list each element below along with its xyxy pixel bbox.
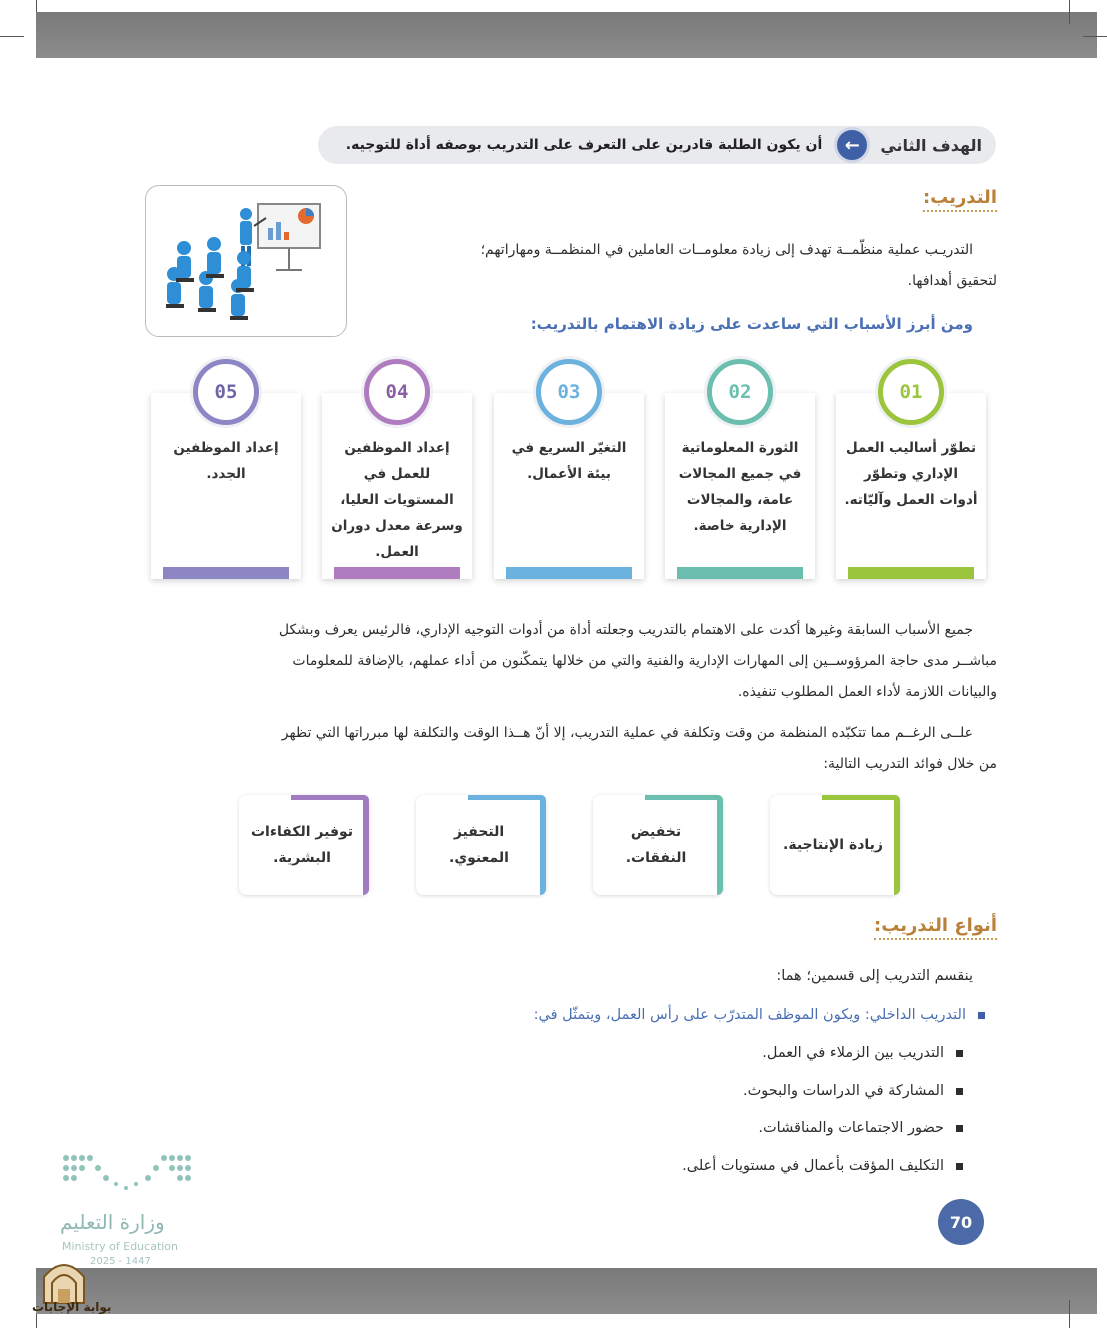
bullet-icon xyxy=(956,1088,963,1095)
internal-training-text: التدريب الداخلي: ويكون الموظف المتدرّب على رأس العمل، ويتمثّل في: xyxy=(533,1007,966,1023)
benefit-accent xyxy=(363,795,369,895)
benefit-accent xyxy=(717,795,723,895)
reason-number-badge: 01 xyxy=(878,359,944,425)
bullet-icon xyxy=(978,1012,985,1019)
types-heading: أنواع التدريب: xyxy=(874,915,997,940)
reason-number-badge: 03 xyxy=(536,359,602,425)
list-item xyxy=(762,1045,963,1061)
goal-text: أن يكون الطلبة قادرين على التعرف على التدريب بوصفه أداة للتوجيه. xyxy=(345,137,823,153)
reason-strip xyxy=(677,567,803,579)
benefit-accent xyxy=(894,795,900,895)
goal-label: الهدف الثاني xyxy=(880,135,982,155)
benefit-accent xyxy=(645,795,723,800)
benefit-text: زيادة الإنتاجية. xyxy=(783,837,883,853)
reason-strip xyxy=(334,567,460,579)
bullet-icon xyxy=(956,1163,963,1170)
internal-training-line xyxy=(534,1007,985,1023)
benefit-accent xyxy=(540,795,546,895)
ministry-year: 2025 - 1447 xyxy=(90,1256,151,1267)
reason-text: تطوّر أساليب العمل الإداري وتطوّر أدوات العمل وآليّاته. xyxy=(844,440,978,508)
crop-mark xyxy=(1083,36,1107,37)
summary-line5: من خلال فوائد التدريب التالية: xyxy=(823,756,997,772)
list-item-text: التكليف المؤقت بأعمال في مستويات أعلى. xyxy=(682,1158,944,1174)
reason-text: إعداد الموظفين للعمل في المستويات العليا، وسرعة معدل دوران العمل. xyxy=(331,440,463,560)
bullet-icon xyxy=(956,1125,963,1132)
benefit-accent xyxy=(822,795,900,800)
reason-strip xyxy=(506,567,632,579)
crop-mark xyxy=(36,1314,37,1328)
training-definition-line2: لتحقيق أهدافها. xyxy=(907,273,997,289)
reason-strip xyxy=(848,567,974,579)
page-number: 70 xyxy=(938,1199,984,1245)
summary-line3: والبيانات اللازمة لأداء العمل المطلوب تنفيذه. xyxy=(737,684,997,700)
watermark-mosque-icon xyxy=(40,1255,88,1305)
summary-line4: علــى الرغــم مما تتكبّده المنظمة من وقت وتكلفة في عملية التدريب، إلا أنّ هــذا الوقت والتكلفة لها مبرراتها التي تظهر xyxy=(281,725,973,741)
list-item xyxy=(743,1083,963,1099)
list-item-text: المشاركة في الدراسات والبحوث. xyxy=(743,1083,944,1099)
ministry-name-ar: وزارة التعليم xyxy=(60,1210,165,1234)
training-heading: التدريب: xyxy=(923,187,997,212)
benefit-text: توفير الكفاءات البشرية. xyxy=(250,824,354,866)
benefit-card xyxy=(239,795,369,895)
benefit-card xyxy=(593,795,723,895)
benefit-card xyxy=(770,795,900,895)
summary-line2: مباشــر مدى حاجة المرؤوســين إلى المهارات الإدارية والفنية والتي من خلالها يتمكّنون من أداء عملهم، بالإضافة للمعلومات xyxy=(292,653,997,669)
reason-strip xyxy=(163,567,289,579)
benefit-card xyxy=(416,795,546,895)
list-item xyxy=(682,1158,963,1174)
reason-number-badge: 05 xyxy=(193,359,259,425)
ministry-name-en: Ministry of Education xyxy=(62,1240,179,1253)
training-illustration xyxy=(145,185,347,337)
reasons-intro: ومن أبرز الأسباب التي ساعدت على زيادة الاهتمام بالتدريب: xyxy=(530,315,973,333)
reason-number-badge: 02 xyxy=(707,359,773,425)
reason-number-badge: 04 xyxy=(364,359,430,425)
crop-mark xyxy=(36,0,37,12)
training-definition-line1: التدريـب عملية منظّمــة تهدف إلى زيادة معلومــات العاملين في المنظمــة ومهاراتهم؛ xyxy=(480,242,973,258)
arrow-left-icon: ← xyxy=(834,127,870,163)
list-item-text: حضور الاجتماعات والمناقشات. xyxy=(758,1120,944,1136)
bullet-icon xyxy=(956,1050,963,1057)
list-item xyxy=(758,1120,963,1136)
reason-text: إعداد الموظفين الجدد. xyxy=(173,440,279,482)
benefit-accent xyxy=(291,795,369,800)
reason-text: التغيّر السريع في بيئة الأعمال. xyxy=(511,440,627,482)
list-item-text: التدريب بين الزملاء في العمل. xyxy=(762,1045,944,1061)
reason-text: الثورة المعلوماتية في جميع المجالات عامة، والمجالات الإدارية خاصة. xyxy=(678,440,802,534)
bottom-footer-bar xyxy=(36,1268,1097,1314)
benefit-text: تخفيض النفقات. xyxy=(625,824,687,866)
benefit-text: التحفيز المعنوي. xyxy=(449,824,509,866)
crop-mark xyxy=(1069,0,1070,24)
types-intro: ينقسم التدريب إلى قسمين؛ هما: xyxy=(776,968,973,984)
top-header-bar xyxy=(36,12,1097,58)
summary-line1: جميع الأسباب السابقة وغيرها أكدت على الاهتمام بالتدريب وجعلته أداة من أدوات التوجيه الإداري، فالرئيس يعرف وبشكل xyxy=(278,622,973,638)
crop-mark xyxy=(1069,1300,1070,1328)
watermark-text: بوابة الإجابات xyxy=(32,1300,112,1314)
benefit-accent xyxy=(468,795,546,800)
crop-mark xyxy=(0,36,24,37)
goal-banner xyxy=(318,126,996,164)
ministry-logo-icon xyxy=(60,1150,200,1200)
